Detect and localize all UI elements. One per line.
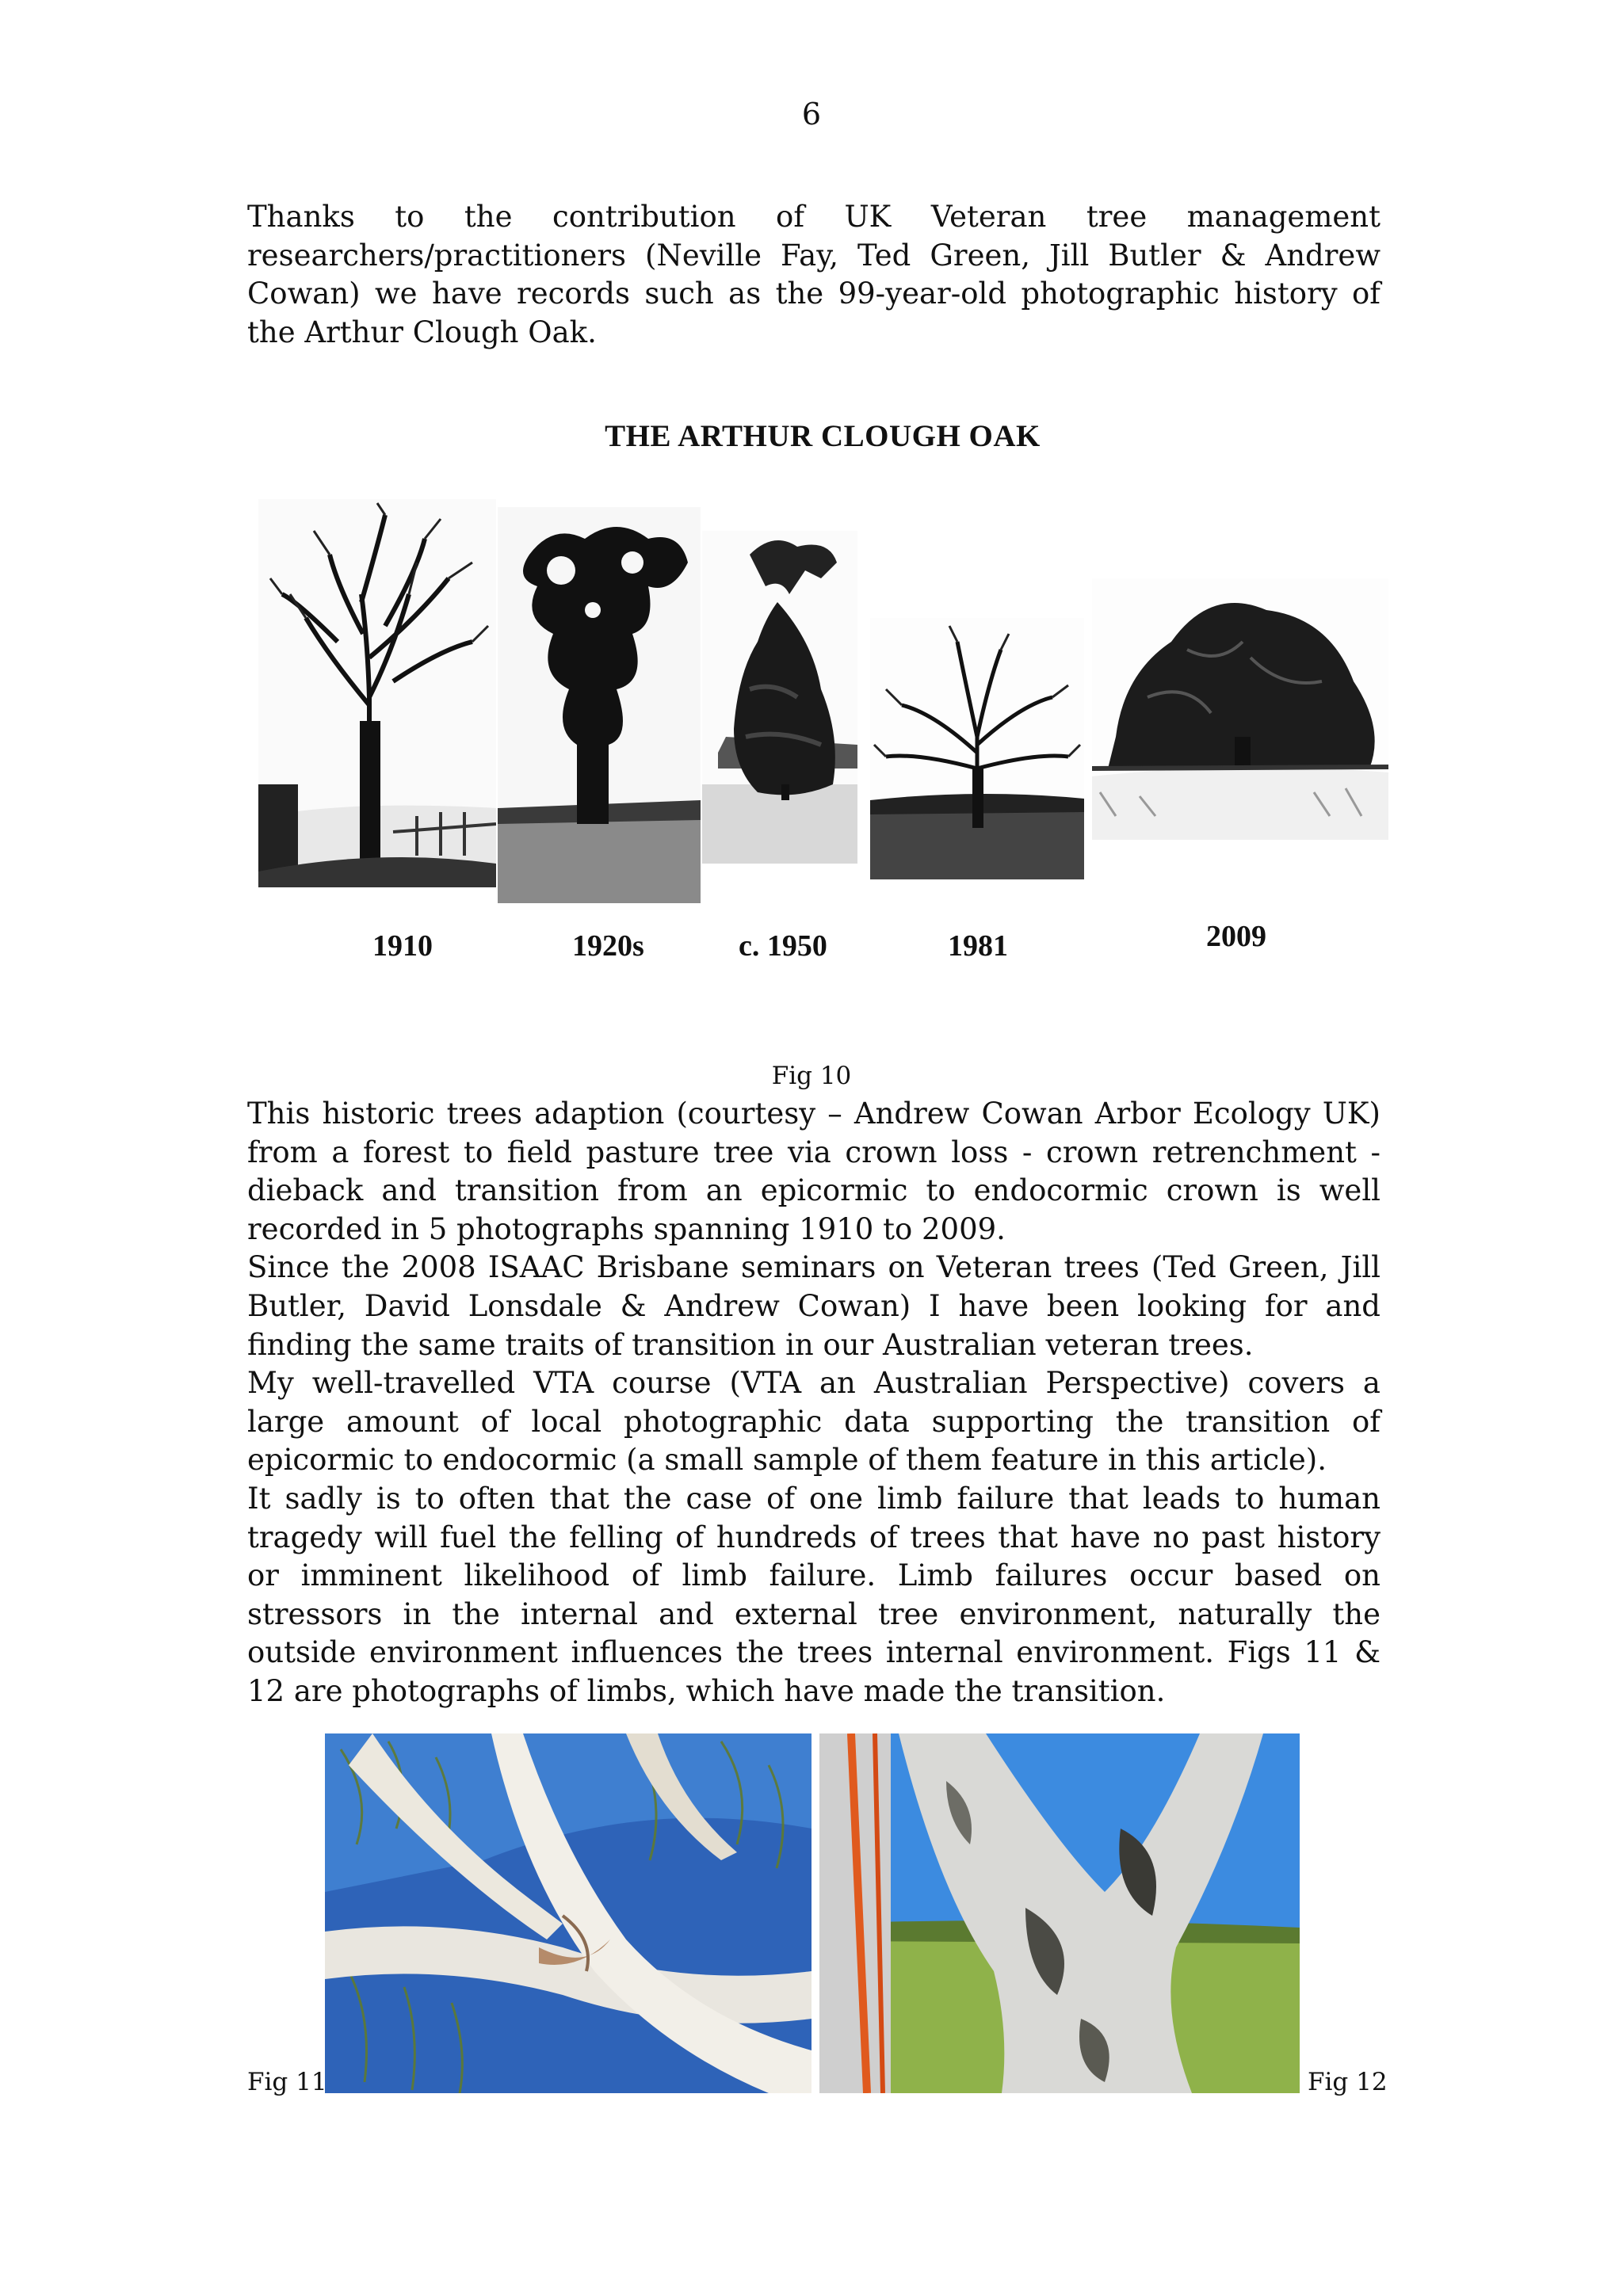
paragraph-line-2: Since the 2008 ISAAC Brisbane seminars on Veteran trees (Ted Green, Jill Butler, David Lonsdale & Andrew Cowan) I have been looking for and finding the same traits of transition in our Australian veteran trees.: [247, 1250, 1381, 1362]
tree-photo-2009: [1092, 578, 1388, 840]
tree-photo-1920s: [498, 507, 701, 903]
body-paragraphs: [247, 1095, 1381, 1711]
year-label-c1950: c. 1950: [739, 929, 827, 963]
tree-photo-c1950: [702, 531, 857, 864]
figure-10-arthur-clough-oak: [252, 380, 1393, 1062]
intro-paragraph: Thanks to the contribution of UK Veteran tree management researchers/practitioners (Neville Fay, Ted Green, Jill Butler & Andrew Cowan) we have records such as the 99-year-old photographic history of the Arthur Clough Oak.: [247, 200, 1381, 349]
tree-photo-1981: [870, 618, 1084, 879]
paragraph-line-1: This historic trees adaption (courtesy – Andrew Cowan Arbor Ecology UK) from a forest to field pasture tree via crown loss - crown retrenchment - dieback and transition from an epicormic to endocormic crown is well recorded in 5 photographs spanning 1910 to 2009.: [247, 1097, 1381, 1246]
paragraph-line-4: It sadly is to often that the case of one limb failure that leads to human tragedy will fuel the felling of hundreds of trees that have no past history or imminent likelihood of limb failure. Limb failures occur based on stressors in the internal and external tree environment, naturally the outside environment influences the trees internal environment. Figs 11 & 12 are photographs of limbs, which have made the transition.: [247, 1481, 1381, 1708]
paragraph-line-3: My well-travelled VTA course (VTA an Australian Perspective) covers a large amount of local photographic data supporting the transition of epicormic to endocormic (a small sample of them feature in this article).: [247, 1366, 1381, 1478]
figure-10-caption: Fig 10: [771, 1062, 852, 1090]
year-label-1920s: 1920s: [572, 929, 644, 963]
figure-11-photo: [325, 1733, 812, 2093]
figure-12-photo: [819, 1733, 1300, 2093]
year-label-1981: 1981: [948, 929, 1008, 963]
tree-photo-1910: [258, 499, 496, 887]
figure-11-caption: Fig 11: [247, 2068, 327, 2096]
figure-10-title: THE ARTHUR CLOUGH OAK: [605, 419, 1041, 453]
year-label-2009: 2009: [1206, 920, 1266, 953]
year-label-1910: 1910: [372, 929, 433, 963]
page-number: 6: [801, 97, 822, 132]
figure-12-caption: Fig 12: [1308, 2068, 1388, 2096]
